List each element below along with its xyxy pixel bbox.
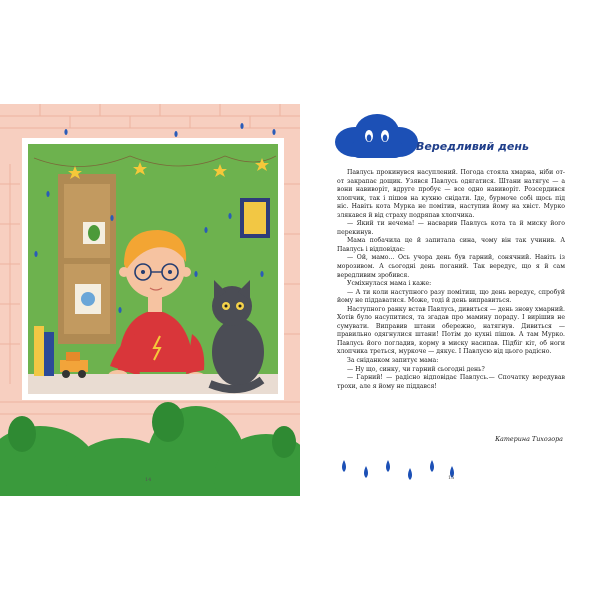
paragraph: За сніданком запитує мама: [347,357,439,365]
page-number-left: 14 [145,477,152,483]
cloud-icon [333,112,419,160]
page-number-right: 15 [448,475,455,481]
paragraph: Наступного ранку встав Павлусь, дивиться — день знову хмарний. Хотів було насупитися, та згадав про мамину пораду. І вирішив не сумувати. Виправив штани обережно, натягнув. Дивиться — правильно одягнулися штани! Потім до кухні пішов. А там Мурко. Павлусь його погладив, корму в миску насипав. Підбіг кіт, об ноги хлопчика треться, муркоче — дякує. І Павлусю від цього радісно. [337,305,565,356]
paragraph: Усміхнулася мама і каже: [347,280,432,288]
illustration-page [0,104,300,496]
paragraph: — А ти коли наступного разу помітиш, що день вередує, спробуй йому не піддаватися. Може, тоді й день виправиться. [337,288,565,305]
paragraph: — Ну що, синку, чи гарний сьогодні день? [347,365,485,373]
story-body [337,169,565,391]
story-title: Вередливий день [416,140,529,153]
paragraph: — Який ти нечема! — насварив Павлусь кота та й миску його перекинув. [337,220,565,236]
paragraph: — Ой, мамо... Ось учора день був гарний, сонячний. Навіть із морозивом. А сьогодні день поганий. Так вередує, що я й сам вередливим зробився. [337,254,565,279]
paragraph: Павлусь прокинувся насуплений. Погода стояла хмарна, ніби от-от закрапає дощик. Узявся Павлусь одягатися. Штани натягує — а вони навиворіт, вдруге пробує — все одно навиворіт. Розсердився хлопчик, так і пішов на кухню снідати. Іде, бурмоче собі щось під ніс. Навіть кота Мурка не помітив, наступив йому на хвіст. Мурко злякався й від страху подряпав хлопчика. [337,169,565,219]
paragraph: — Гарний! — радісно відповідає Павлусь.— Спочатку вередував трохи, але я йому не піддався! [337,374,565,390]
raindrops-icon [336,458,456,488]
paragraph: Мама побачила це й запитала сина, чому він так учинив. А Павлусь і відповідає: [337,237,565,253]
author-name: Катерина Тихозора [495,435,563,443]
illustration-image [0,104,300,496]
